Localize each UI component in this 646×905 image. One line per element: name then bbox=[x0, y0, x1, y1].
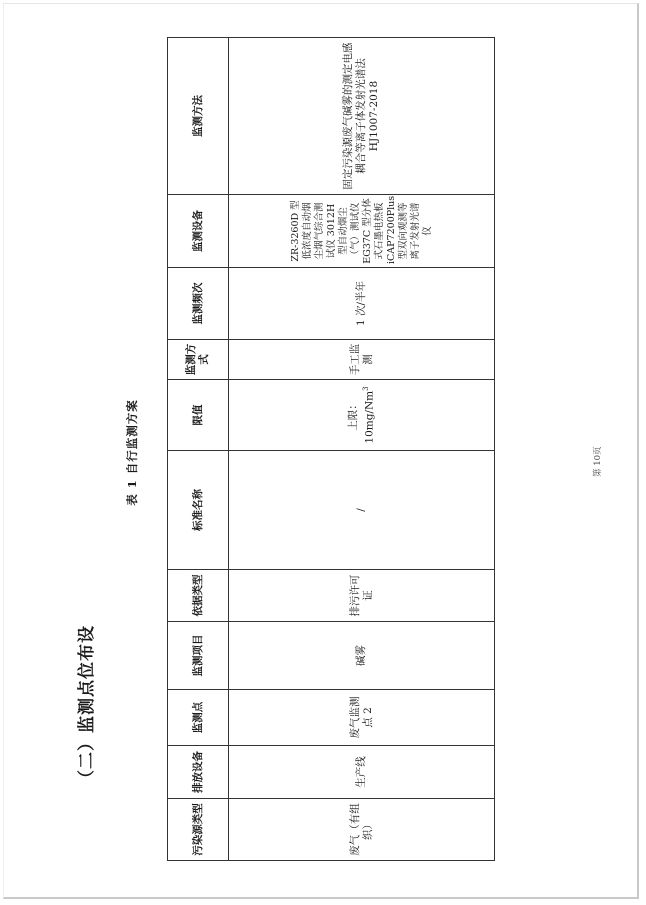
header-standard: 标准名称 bbox=[168, 451, 229, 570]
monitoring-plan-table bbox=[167, 37, 495, 861]
table-row bbox=[229, 38, 495, 861]
cell-method-type: 手工监测 bbox=[229, 340, 495, 380]
header-basis: 依据类型 bbox=[168, 570, 229, 622]
header-item: 监测项目 bbox=[168, 622, 229, 690]
cell-standard: / bbox=[229, 451, 495, 570]
limit-value: 10mg/Nm bbox=[363, 390, 376, 444]
header-method-type: 监测方式 bbox=[168, 340, 229, 380]
cell-limit bbox=[229, 380, 495, 451]
cell-device: ZR-3260D 型低浓度自动烟尘烟气综合测试仪 3012H 型自动烟尘（气）测试仪 EG37C 型分体式石墨电热板 iCAP7200Plus 型双向观测等离子发射光谱仪 bbox=[229, 195, 495, 268]
cell-method: 固定污染源废气碱雾的测定电感耦合等离子体发射光谱法 HJ1007-2018 bbox=[229, 38, 495, 195]
header-point: 监测点 bbox=[168, 690, 229, 746]
table-caption: 表 1 自行监测方案 bbox=[125, 399, 139, 506]
table-header-row bbox=[168, 38, 229, 861]
header-limit: 限值 bbox=[168, 380, 229, 451]
header-frequency: 监测频次 bbox=[168, 268, 229, 340]
header-device: 监测设备 bbox=[168, 195, 229, 268]
cell-point: 废气监测点 2 bbox=[229, 690, 495, 746]
header-method: 监测方法 bbox=[168, 38, 229, 195]
cell-item: 碱雾 bbox=[229, 622, 495, 690]
cell-basis: 排污许可证 bbox=[229, 570, 495, 622]
page-number: 第 10页 bbox=[593, 446, 603, 477]
header-equipment: 排放设备 bbox=[168, 746, 229, 799]
section-title: （二）监测点位布设 bbox=[77, 625, 97, 787]
cell-source-type: 废气（有组织） bbox=[229, 799, 495, 861]
limit-prefix: 上限： bbox=[346, 399, 359, 431]
cell-frequency: 1 次/半年 bbox=[229, 268, 495, 340]
header-source-type: 污染源类型 bbox=[168, 799, 229, 861]
cell-equipment: 生产线 bbox=[229, 746, 495, 799]
limit-unit-superscript: 3 bbox=[361, 386, 370, 391]
